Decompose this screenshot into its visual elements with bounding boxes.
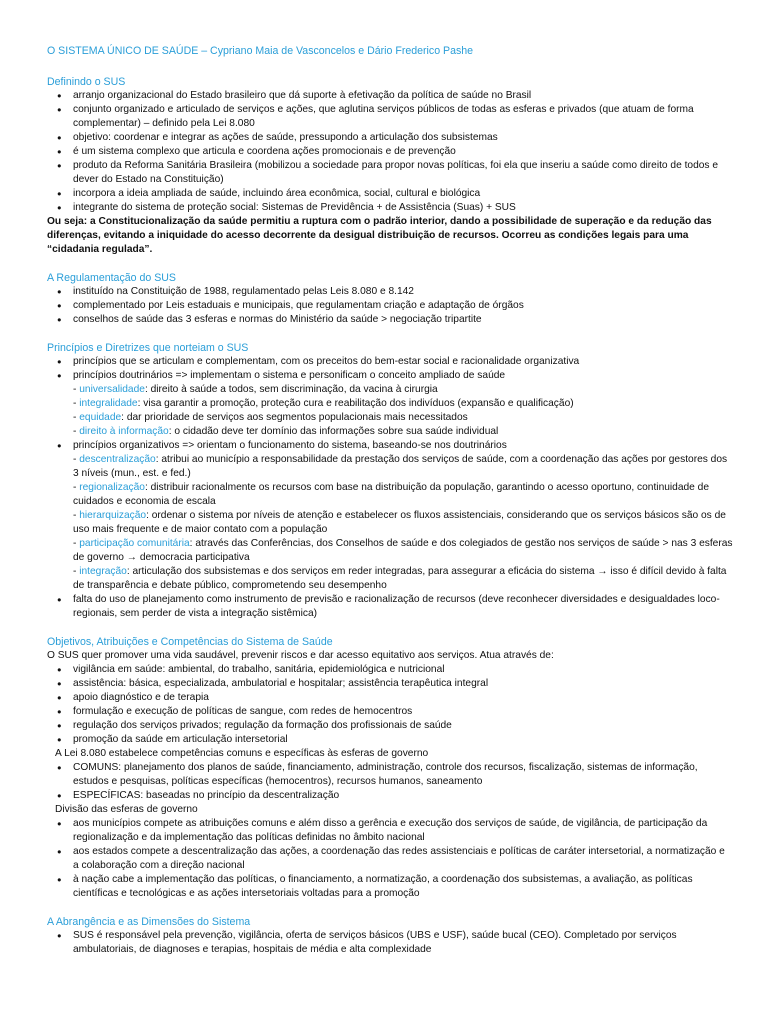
- list-item: ● é um sistema complexo que articula e coordena ações promocionais e de prevenção: [47, 145, 733, 159]
- list-item: ● instituído na Constituição de 1988, regulamentado pelas Leis 8.080 e 8.142: [47, 285, 733, 299]
- section-heading: Objetivos, Atribuições e Competências do Sistema de Saúde: [47, 636, 333, 648]
- sub-item: - descentralização: atribui ao município a responsabilidade da prestação dos serviços de saúde, com a coordenação das ações por gestores dos 3 níveis (mun., est. e fed.): [73, 454, 728, 479]
- list-item: ● ESPECÍFICAS: baseadas no princípio da descentralização: [47, 789, 733, 803]
- section-heading: Princípios e Diretrizes que norteiam o SUS: [47, 342, 249, 354]
- list-item: ● COMUNS: planejamento dos planos de saúde, financiamento, administração, controle dos recursos, fiscalização, sistemas de informação, estudos e pesquisas, políticas específicas (hemocentros), recursos humanos, saneamento: [47, 761, 733, 789]
- list-item: ● apoio diagnóstico e de terapia: [47, 691, 733, 705]
- sub-item: - integralidade: visa garantir a promoção, proteção cura e reabilitação dos indivíduos (expansão e qualificação): [73, 398, 574, 409]
- bullet-list: [47, 89, 733, 215]
- term: integralidade: [79, 398, 138, 409]
- term: integração: [79, 566, 127, 577]
- sub-item-text: : atribui ao município a responsabilidade da prestação dos serviços de saúde, com a coordenação das ações por gestores dos 3 níveis (mun., est. e fed.): [73, 454, 728, 479]
- sub-item-text: : articulação dos subsistemas e dos serviços em reder integradas, para assegurar a eficácia do sistema → isso é difícil devido à falta de transparência e debate público, comprometendo seu desempenho: [73, 566, 727, 591]
- document-page: [47, 44, 733, 971]
- list-item: ● SUS é responsável pela prevenção, vigilância, oferta de serviços básicos (UBS e USF), saúde bucal (CEO). Completado por serviços ambulatoriais, de diagnoses e terapias, hospitais de média e alta complexidade: [47, 929, 733, 957]
- list-item: [47, 439, 733, 593]
- divisao-paragraph: Divisão das esferas de governo: [55, 804, 198, 815]
- section-principios: [47, 341, 733, 621]
- list-item: ● integrante do sistema de proteção social: Sistemas de Previdência + de Assistência (Suas) + SUS: [47, 201, 733, 215]
- section-heading: Definindo o SUS: [47, 76, 126, 88]
- sub-item-text: : o cidadão deve ter domínio das informações sobre sua saúde individual: [168, 426, 499, 437]
- list-item: ● à nação cabe a implementação das políticas, o financiamento, a normatização, a coordenação dos subsistemas, a avaliação, as políticas científicas e tecnológicas e as ações intersetoriais voltadas para a promoção: [47, 873, 733, 901]
- section-regulamentacao: [47, 271, 733, 327]
- sub-item-text: : distribuir racionalmente os recursos com base na distribuição da população, garantindo o acesso oportuno, continuidade de cuidados e economia de escala: [73, 482, 709, 507]
- list-item: ● produto da Reforma Sanitária Brasileira (mobilizou a sociedade para propor novas políticas, foi ela que inseriu a saúde como direito de todos e dever do Estado na Constituição): [47, 159, 733, 187]
- term: direito à informação: [79, 426, 169, 437]
- lei-paragraph: A Lei 8.080 estabelece competências comuns e específicas às esferas de governo: [55, 748, 429, 759]
- term: hierarquização: [79, 510, 147, 521]
- term: universalidade: [79, 384, 145, 395]
- section-heading: A Abrangência e as Dimensões do Sistema: [47, 916, 251, 928]
- term: descentralização: [79, 454, 156, 465]
- term: regionalização: [79, 482, 145, 493]
- section-objetivos: [47, 635, 733, 901]
- term: participação comunitária: [79, 538, 190, 549]
- list-item: ● incorpora a ideia ampliada de saúde, incluindo área econômica, social, cultural e biológica: [47, 187, 733, 201]
- section-heading: A Regulamentação do SUS: [47, 272, 176, 284]
- list-item: ● arranjo organizacional do Estado brasileiro que dá suporte à efetivação da política de saúde no Brasil: [47, 89, 733, 103]
- list-item: ● objetivo: coordenar e integrar as ações de saúde, pressupondo a articulação dos subsistemas: [47, 131, 733, 145]
- list-item: ● aos estados compete a descentralização das ações, a coordenação das redes assistenciais e políticas de caráter intersetorial, a normatização e a colaboração com a direção nacional: [47, 845, 733, 873]
- sub-item: - universalidade: direito à saúde a todos, sem discriminação, da vacina à cirurgia: [73, 384, 438, 395]
- sub-item: - hierarquização: ordenar o sistema por níveis de atenção e estabelecer os fluxos assistenciais, considerando que os serviços básicos são os de uso mais frequente e de maior contato com a população: [73, 510, 726, 535]
- bullet-list: [47, 663, 733, 747]
- list-item: ● aos municípios compete as atribuições comuns e além disso a gerência e execução dos serviços de saúde, de vigilância, de participação da regionalização e da implementação das políticas definidas no âmbito nacional: [47, 817, 733, 845]
- list-item: ● conjunto organizado e articulado de serviços e ações, que aglutina serviços públicos de todas as esferas e privados (que atuam de forma complementar) – definido pela Lei 8.080: [47, 103, 733, 131]
- sub-item: - participação comunitária: através das Conferências, dos Conselhos de saúde e dos colegiados de gestão nos serviços de saúde > nas 3 esferas de governo → democracia participativa: [73, 538, 733, 563]
- bullet-list: [47, 817, 733, 901]
- list-item: ● regulação dos serviços privados; regulação da formação dos profissionais de saúde: [47, 719, 733, 733]
- bullet-list: [47, 285, 733, 327]
- sub-item: - regionalização: distribuir racionalmente os recursos com base na distribuição da população, garantindo o acesso oportuno, continuidade de cuidados e economia de escala: [73, 482, 709, 507]
- sub-item-text: : através das Conferências, dos Conselhos de saúde e dos colegiados de gestão nos serviços de saúde > nas 3 esferas de governo → democracia participativa: [73, 538, 733, 563]
- list-item: ● promoção da saúde em articulação intersetorial: [47, 733, 733, 747]
- sub-item: - direito à informação: o cidadão deve ter domínio das informações sobre sua saúde individual: [73, 426, 499, 437]
- list-item: ● falta do uso de planejamento como instrumento de previsão e racionalização de recursos (deve reconhecer diversidades e desigualdades loco-regionais, sem perder de vista a integração sistêmica): [47, 593, 733, 621]
- list-item: ● complementado por Leis estaduais e municipais, que regulamentam criação e adaptação de órgãos: [47, 299, 733, 313]
- bullet-list: [47, 761, 733, 803]
- sub-item: - equidade: dar prioridade de serviços aos segmentos populacionais mais necessitados: [73, 412, 468, 423]
- list-item: [47, 369, 733, 439]
- list-item: ● formulação e execução de políticas de sangue, com redes de hemocentros: [47, 705, 733, 719]
- bullet-list: [47, 929, 733, 957]
- list-item: ● conselhos de saúde das 3 esferas e normas do Ministério da saúde > negociação tripartite: [47, 313, 733, 327]
- list-item-text: princípios organizativos => orientam o funcionamento do sistema, baseando-se nos doutrinários: [73, 440, 507, 451]
- list-item-text: princípios doutrinários => implementam o sistema e personificam o conceito ampliado de saúde: [73, 370, 506, 381]
- sub-item-text: : visa garantir a promoção, proteção cura e reabilitação dos indivíduos (expansão e qualificação): [137, 398, 574, 409]
- sub-item: - integração: articulação dos subsistemas e dos serviços em reder integradas, para assegurar a eficácia do sistema → isso é difícil devido à falta de transparência e debate público, comprometendo seu desempenho: [73, 566, 727, 591]
- term: equidade: [79, 412, 122, 423]
- document-title: O SISTEMA ÚNICO DE SAÚDE – Cypriano Maia de Vasconcelos e Dário Frederico Pashe: [47, 45, 474, 57]
- bullet-list: [47, 355, 733, 621]
- bold-summary: Ou seja: a Constitucionalização da saúde permitiu a ruptura com o padrão interior, dando a possibilidade de superação e da redução das diferenças, evitando a iniquidade do acesso decorrente da desigual distribuição de recursos. Ocorreu as condições legais para uma “cidadania regulada”.: [47, 216, 712, 255]
- sub-item-text: : direito à saúde a todos, sem discriminação, da vacina à cirurgia: [144, 384, 438, 395]
- list-item: ● princípios que se articulam e complementam, com os preceitos do bem-estar social e racionalidade organizativa: [47, 355, 733, 369]
- section-abrangencia: [47, 915, 733, 957]
- sub-item-text: : ordenar o sistema por níveis de atenção e estabelecer os fluxos assistenciais, considerando que os serviços básicos são os de uso mais frequente e de maior contato com a população: [73, 510, 726, 535]
- sub-item-text: : dar prioridade de serviços aos segmentos populacionais mais necessitados: [121, 412, 468, 423]
- list-item: ● vigilância em saúde: ambiental, do trabalho, sanitária, epidemiológica e nutricional: [47, 663, 733, 677]
- intro-text: O SUS quer promover uma vida saudável, prevenir riscos e dar acesso equitativo aos serviços. Atua através de:: [47, 650, 554, 661]
- list-item: ● assistência: básica, especializada, ambulatorial e hospitalar; assistência terapêutica integral: [47, 677, 733, 691]
- section-definindo: [47, 75, 733, 257]
